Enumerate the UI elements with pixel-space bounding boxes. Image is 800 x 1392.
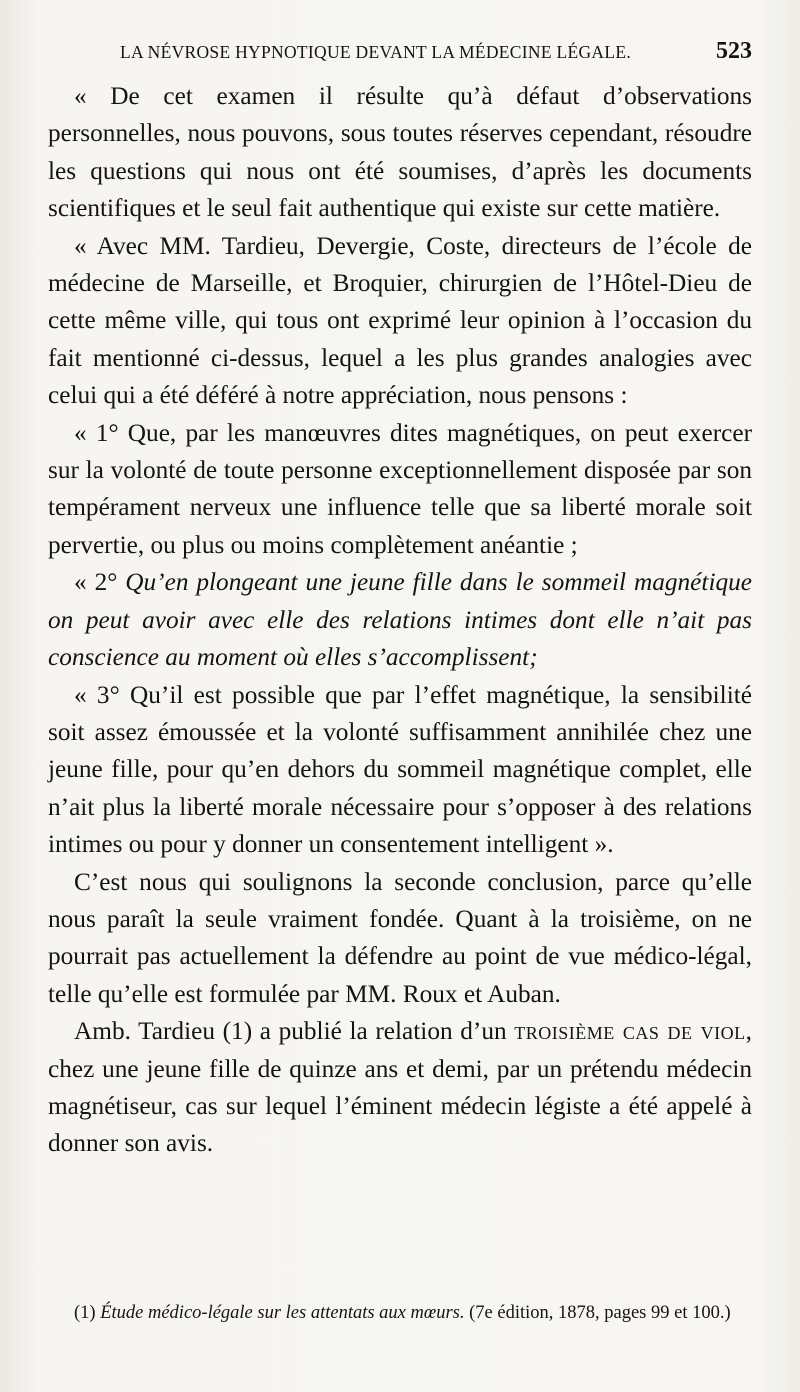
paragraph-5: « 3° Qu’il est possible que par l’effet magnétique, la sensibilité soit assez émoussée et la volonté suffisamment annihilée chez une jeune fille, pour qu’en dehors du sommeil magnétique complet, elle n’ait plus la liberté morale nécessaire pour s’opposer à des relations intimes ou pour y donner un consentement intelligent ». (48, 680, 752, 859)
page-header (48, 36, 752, 76)
paragraph-7-end: , chez une jeune fille de quinze ans et demi, par un prétendu médecin magnétiseur, cas sur lequel l’éminent médecin légiste a été appelé à donner son avis. (48, 1017, 752, 1158)
paragraph-4-lead: « 2° (74, 568, 126, 597)
page-number: 523 (716, 38, 752, 64)
footnote-rest: (7e édition, 1878, pages 99 et 100.) (464, 1303, 731, 1323)
paragraph-2: « Avec MM. Tardieu, Devergie, Coste, directeurs de l’école de médecine de Marseille, et Broquier, chirurgien de l’Hôtel-Dieu de cette même ville, qui tous ont exprimé leur opinion à l’occasion du fait mentionné ci-dessus, lequel a les plus grandes analogies avec celui qui a été déféré à notre appréciation, nous pensons : (48, 231, 752, 410)
footnote-marker: (1) (74, 1303, 101, 1323)
body-text (48, 78, 752, 1163)
paragraph-3: « 1° Que, par les manœuvres dites magnétiques, on peut exercer sur la volonté de toute personne exceptionnellement disposée par son tempérament nerveux une influence telle que sa liberté morale soit pervertie, ou plus ou moins complètement anéantie ; (48, 418, 752, 559)
footnote-title: Étude médico-légale sur les attentats aux mœurs. (100, 1303, 465, 1323)
paragraph-4 (48, 564, 752, 676)
paragraph-4-italic: Qu’en plongeant une jeune fille dans le sommeil magnétique on peut avoir avec elle des relations intimes dont elle n’ait pas conscience au moment où elles s’accomplissent; (48, 568, 752, 672)
paragraph-6: C’est nous qui soulignons la seconde conclusion, parce qu’elle nous paraît la seule vraiment fondée. Quant à la troisième, on ne pourrait pas actuellement la défendre au point de vue médico-légal, telle qu’elle est formulée par MM. Roux et Auban. (48, 867, 752, 1008)
footnote-1 (48, 1300, 752, 1326)
running-title: LA NÉVROSE HYPNOTIQUE DEVANT LA MÉDECINE LÉGALE. (120, 42, 632, 62)
footnotes (48, 1300, 752, 1326)
paragraph-7-start: Amb. Tardieu (1) a publié la relation d’un (74, 1017, 515, 1046)
paragraph-7 (48, 1013, 752, 1163)
paragraph-7-smallcaps: troisième cas de viol (514, 1017, 746, 1046)
paragraph-1: « De cet examen il résulte qu’à défaut d’observations personnelles, nous pouvons, sous toutes réserves cependant, résoudre les questions qui nous ont été soumises, d’après les documents scientifiques et le seul fait authentique qui existe sur cette matière. (48, 82, 752, 223)
